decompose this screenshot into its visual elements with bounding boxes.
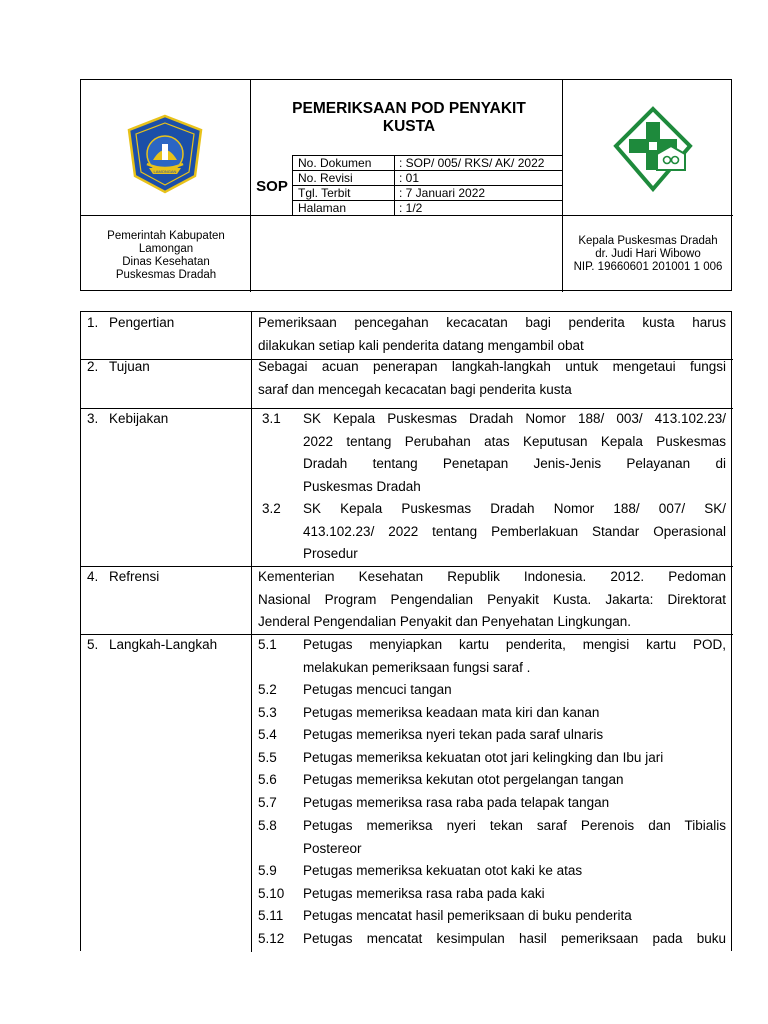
step-item: 5.2 Petugas mencuci tangan (258, 682, 452, 697)
doc-number-value: : SOP/ 005/ RKS/ AK/ 2022 (399, 156, 545, 170)
organization-block (81, 230, 251, 282)
revision-label: No. Revisi (298, 171, 353, 185)
section-text-refrensi: Kementerian Kesehatan Republik Indonesia. 2012. Pedoman Nasional Program Pengendalian Penyakit Kusta. Jakarta: Direktorat Jenderal Pengendalian Penyakit dan Penyehatan Lingkungan. (258, 569, 726, 629)
policy-item: 3.2 SK Kepala Puskesmas Dradah Nomor 188/ 007/ SK/ 413.102.23/ 2022 tentang Pemberlakuan Standar Operasional Prosedur (262, 501, 726, 561)
step-item: 5.10 Petugas memeriksa rasa raba pada kaki (258, 886, 545, 901)
step-item: 5.8 Petugas memeriksa nyeri tekan saraf Perenois dan Tibialis Postereor (258, 818, 726, 856)
revision-value: : 01 (399, 171, 420, 185)
signatory-name: dr. Judi Hari Wibowo (595, 248, 701, 260)
step-item: 5.1 Petugas menyiapkan kartu penderita, mengisi kartu POD, melakukan pemeriksaan fungsi saraf . (258, 637, 726, 675)
step-item: 5.9 Petugas memeriksa kekuatan otot kaki ke atas (258, 863, 583, 878)
signatory-title: Kepala Puskesmas Dradah (578, 235, 718, 247)
step-item: 5.11 Petugas mencatat hasil pemeriksaan di buku penderita (258, 908, 632, 923)
section-label-refrensi: 4. Refrensi (87, 569, 160, 584)
title-line: KUSTA (382, 118, 436, 135)
step-item: 5.5 Petugas memeriksa kekuatan otot jari kelingking dan Ibu jari (258, 750, 664, 765)
section-text-pengertian: Pemeriksaan pencegahan kecacatan bagi penderita kusta harus dilakukan setiap kali penderita datang mengambil obat (258, 315, 726, 353)
signatory-block (563, 235, 733, 274)
issue-date-label: Tgl. Terbit (298, 186, 351, 200)
sop-header-table (80, 79, 732, 291)
lamongan-regency-crest-icon (125, 114, 205, 194)
policy-item: 3.1 SK Kepala Puskesmas Dradah Nomor 188/ 003/ 413.102.23/ 2022 tentang Perubahan atas Keputusan Kepala Puskesmas Dradah tentang Penetapan Jenis-Jenis Pelayanan di Puskesmas Dradah (262, 411, 726, 494)
step-item: 5.4 Petugas memeriksa nyeri tekan pada saraf ulnaris (258, 727, 604, 742)
sop-content-table (80, 311, 732, 951)
section-label-pengertian: 1. Pengertian (87, 315, 175, 330)
step-item: 5.3 Petugas memeriksa keadaan mata kiri dan kanan (258, 705, 600, 720)
section-label-kebijakan: 3. Kebijakan (87, 411, 169, 426)
org-line: Lamongan (138, 243, 194, 255)
step-item: 5.6 Petugas memeriksa kekutan otot pergelangan tangan (258, 772, 624, 787)
sop-label: SOP (256, 177, 288, 195)
step-item: 5.7 Petugas memeriksa rasa raba pada telapak tangan (258, 795, 610, 810)
svg-text:LAMONGAN: LAMONGAN (153, 169, 177, 174)
page-label: Halaman (298, 201, 347, 215)
page-value: : 1/2 (399, 201, 423, 215)
doc-number-label: No. Dokumen (298, 156, 372, 170)
title-line: PEMERIKSAAN POD PENYAKIT (292, 100, 526, 117)
org-line: Puskesmas Dradah (115, 269, 217, 281)
org-line: Dinas Kesehatan (122, 256, 210, 268)
section-text-tujuan: Sebagai acuan penerapan langkah-langkah untuk mengetaui fungsi saraf dan mencegah kecacatan bagi penderita kusta (258, 359, 726, 397)
section-label-langkah: 5. Langkah-Langkah (87, 637, 218, 652)
org-line: Pemerintah Kabupaten (107, 230, 225, 242)
puskesmas-logo-icon (613, 106, 693, 192)
signatory-nip: NIP. 19660601 201001 1 006 (573, 261, 723, 273)
section-label-tujuan: 2. Tujuan (87, 359, 150, 374)
issue-date-value: : 7 Januari 2022 (399, 186, 486, 200)
document-title (253, 100, 565, 136)
step-item: 5.12 Petugas mencatat kesimpulan hasil pemeriksaan pada buku (258, 931, 726, 946)
